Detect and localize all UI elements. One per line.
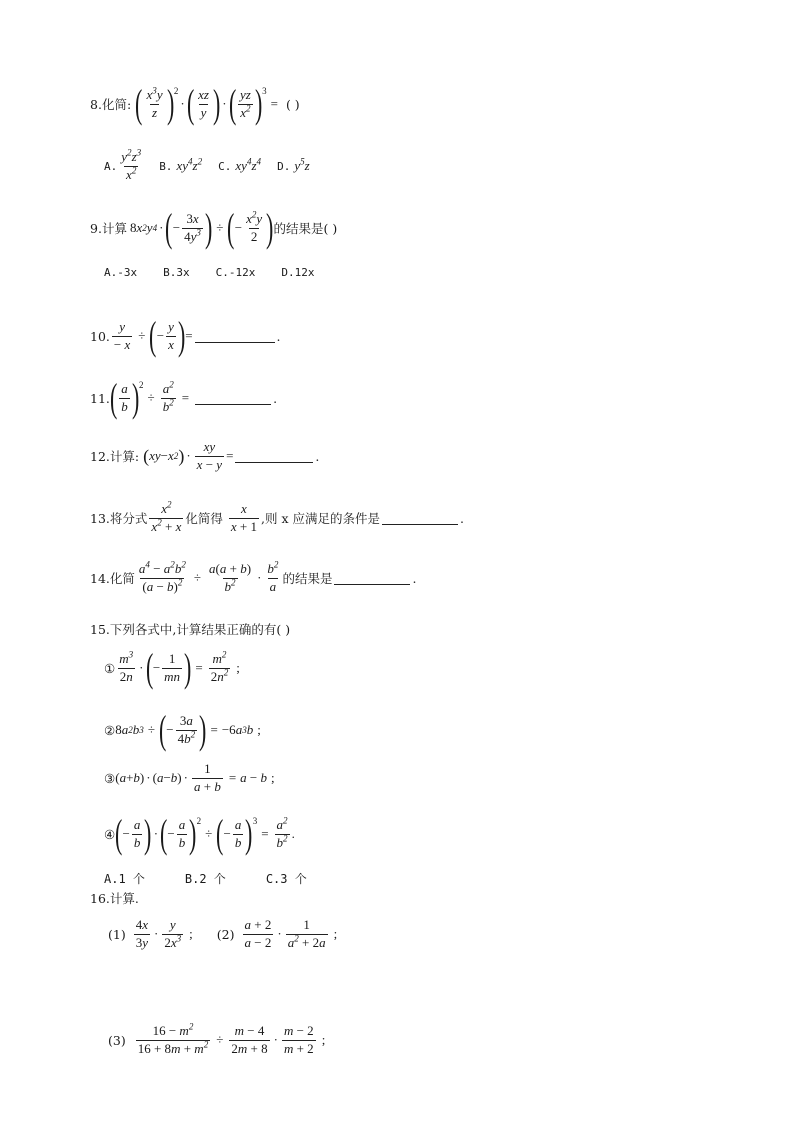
expression: $\frac{m^3}{2n}$ · ( − $\frac{1}{mn}$ ) = $\frac{m^2}{2n^2}$ ; xyxy=(119,645,240,690)
question-suffix: ,则 x 应满足的条件是 xyxy=(261,511,380,527)
question-8 xyxy=(90,81,754,126)
option-a-expr: $\frac{y^2z^3}{x^2}$ xyxy=(121,147,142,182)
expression: $\frac{y}{- x}$ ÷ ( − $\frac{y}{x}$ ) = xyxy=(113,313,193,358)
question-label: 计算: xyxy=(109,449,140,465)
option-b-label: B. xyxy=(159,159,173,173)
question-number: 9. xyxy=(90,220,102,236)
answer-blank[interactable] xyxy=(382,512,458,525)
option-b-expr: $xy^4z^2$ xyxy=(176,157,203,174)
option-c: C.3 个 xyxy=(265,872,307,886)
answer-blank[interactable] xyxy=(195,392,271,405)
question-number: 8. xyxy=(90,96,102,112)
question-9 xyxy=(90,205,754,250)
question-14: 14. 化简 $\frac{a^4 - a^2b^2}{(a - b)^2}$ ÷ $\frac{a(a + b)}{b^2}$ · $\frac{b^2}{a}$ 的结果是 . xyxy=(90,559,417,594)
expression: ( − $\frac{a}{b}$ ) · ( − $\frac{a}{b}$ ) 2 ÷ ( − $\frac{a}{b}$ ) 3 = $\frac{a^2}{b^2}$ . xyxy=(115,811,295,856)
option-a-label: A. xyxy=(104,159,118,173)
question-15-item-2 xyxy=(104,707,754,752)
question-number: 11. xyxy=(90,390,110,406)
answer-paren: ( ) xyxy=(285,96,300,112)
question-label: 计算 xyxy=(101,221,127,236)
question-10: 10. $\frac{y}{- x}$ ÷ ( − $\frac{y}{x}$ ) = . xyxy=(90,313,281,358)
question-12: 12. 计算: ( xy − x 2 ) · $\frac{xy}{x - y}$ = . xyxy=(90,439,320,472)
question-label: 化简: xyxy=(101,97,132,112)
question-prefix: 化简 xyxy=(109,571,135,587)
answer-blank[interactable] xyxy=(235,450,313,463)
question-suffix: 的结果是( ) xyxy=(273,221,338,236)
expression: 8 a 2 b 3 ÷ ( − $\frac{3a}{4b^2}$ ) = −6 a 3 b ; xyxy=(115,707,261,752)
question-11: 11. ( $\frac{a}{b}$ ) 2 ÷ $\frac{a^2}{b^2}$ = . xyxy=(90,375,278,420)
fraction-original: $\frac{x^2}{x^2 + x}$ xyxy=(151,499,182,534)
item-mark: ③ xyxy=(104,770,116,786)
question-middle: 化简得 xyxy=(185,511,223,527)
expression: ( a + b ) · ( a − b ) · $\frac{1}{a + b}$ = a − b ; xyxy=(115,761,275,794)
question-13: 13. 将分式 $\frac{x^2}{x^2 + x}$ 化简得 $\frac{x}{x + 1}$ ,则 x 应满足的条件是 . xyxy=(90,499,464,534)
question-prefix: 将分式 xyxy=(109,511,148,527)
part-2-expression: $\frac{a + 2}{a - 2}$ · $\frac{1}{a^2 + 2a}$ ; xyxy=(244,917,338,950)
item-mark: ① xyxy=(104,660,116,676)
question-number: 12. xyxy=(90,448,110,464)
option-c-expr: $xy^4z^4$ xyxy=(235,157,262,174)
expression: 8 x 2 y 4 · ( − $\frac{3x}{4y^3}$ ) ÷ ( − $\frac{x^2y}{2}$ ) xyxy=(129,205,274,250)
answer-blank[interactable] xyxy=(334,572,410,585)
question-15-item-1 xyxy=(104,645,754,690)
part-3-label: (3) xyxy=(108,1032,126,1048)
part-2-label: (2) xyxy=(216,926,235,942)
option-c-label: C. xyxy=(218,159,232,173)
option-c: C.-12x xyxy=(215,266,256,279)
question-number: 10. xyxy=(90,328,110,344)
option-d: D.12x xyxy=(281,266,315,279)
option-d-label: D. xyxy=(277,159,291,173)
expression: $\frac{a^4 - a^2b^2}{(a - b)^2}$ ÷ $\frac{a(a + b)}{b^2}$ · $\frac{b^2}{a}$ xyxy=(138,559,279,594)
part-3-expression: $\frac{16 - m^2}{16 + 8m + m^2}$ ÷ $\frac{m - 4}{2m + 8}$ · $\frac{m - 2}{m + 2}$ ; xyxy=(137,1021,326,1056)
question-15-item-4 xyxy=(104,811,754,856)
option-b: B.3x xyxy=(163,266,190,279)
part-1-label: (1) xyxy=(108,926,126,942)
question-suffix: 的结果是 xyxy=(282,571,333,587)
part-1-expression: $\frac{4x}{3y}$ · $\frac{y}{2x^3}$ ; xyxy=(135,917,193,950)
question-9-options xyxy=(104,266,754,279)
question-number: 14. xyxy=(90,570,110,586)
item-mark: ② xyxy=(104,722,116,738)
question-16-stem: 16.计算. xyxy=(90,891,139,906)
question-15-item-3 xyxy=(104,762,754,795)
fraction-simplified: $\frac{x}{x + 1}$ xyxy=(230,501,257,534)
option-d-expr: $y^5z$ xyxy=(294,157,310,174)
question-15-options xyxy=(104,870,754,887)
question-16-part-3 xyxy=(108,1021,754,1057)
item-mark: ④ xyxy=(104,826,116,842)
answer-blank[interactable] xyxy=(195,330,275,343)
question-16-parts-1-2 xyxy=(108,918,754,951)
question-8-options xyxy=(104,147,754,183)
expression: ( xy − x 2 ) · $\frac{xy}{x - y}$ = xyxy=(143,439,234,472)
question-15-stem: 15.下列各式中,计算结果正确的有( ) xyxy=(90,622,291,637)
expression: ( $\frac{x^3y}{z}$ ) 2 · ( $\frac{xz}{y}$ ) · ( $\frac{yz}{x^2}$ ) 3 = xyxy=(135,81,278,126)
option-b: B.2 个 xyxy=(184,872,226,886)
option-a: A.-3x xyxy=(104,266,138,279)
option-a: A.1 个 xyxy=(104,872,145,886)
expression: ( $\frac{a}{b}$ ) 2 ÷ $\frac{a^2}{b^2}$ = xyxy=(109,375,190,420)
question-number: 13. xyxy=(90,510,110,526)
